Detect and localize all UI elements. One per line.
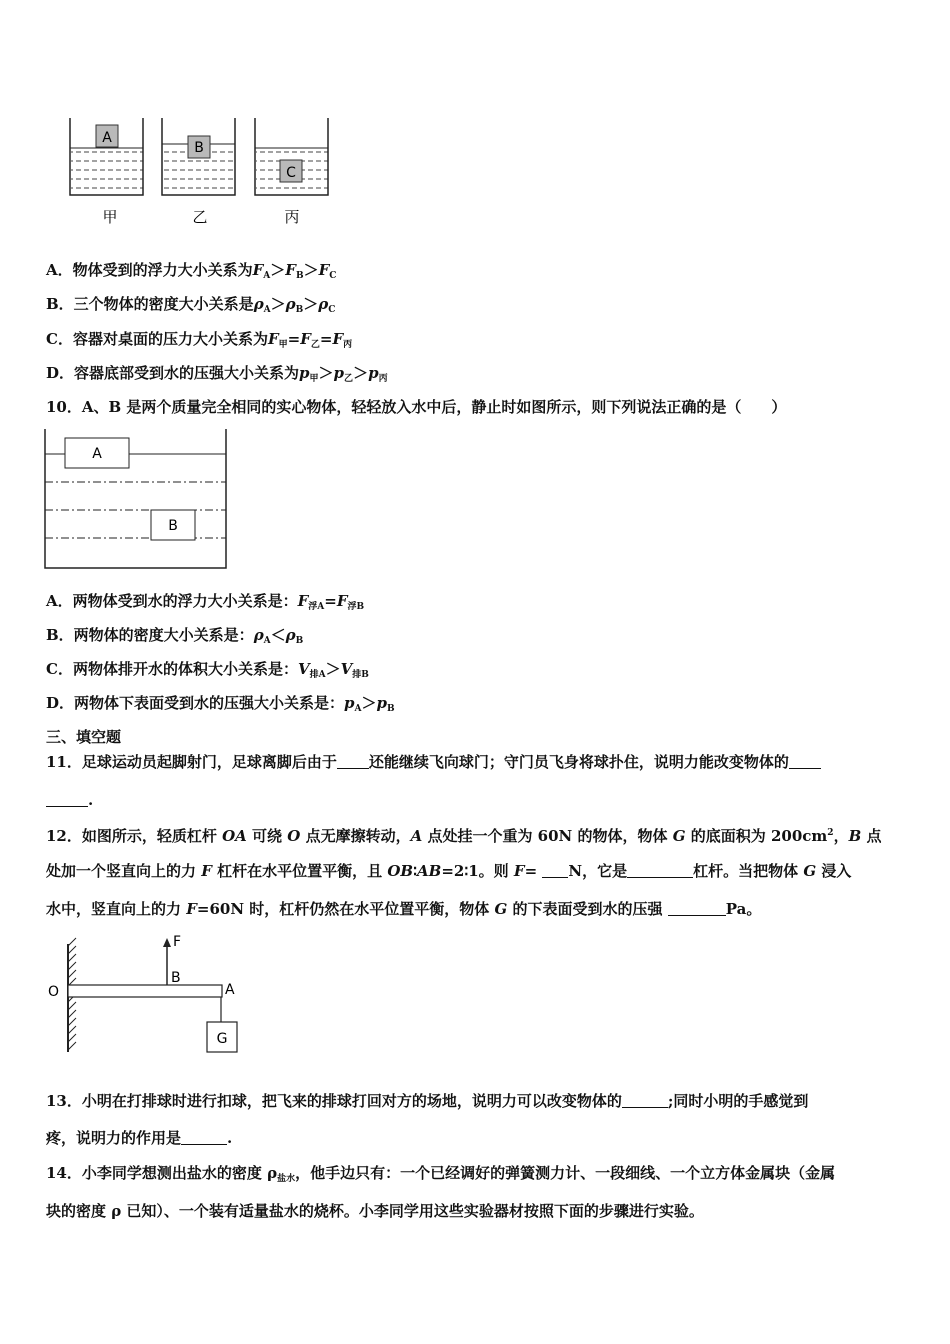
- q10-block-a-label: A: [92, 446, 102, 462]
- answer-blank[interactable]: [46, 792, 88, 807]
- gt-sign: ＞: [353, 364, 369, 382]
- lever-bar: [68, 985, 222, 997]
- block-c-label: C: [286, 165, 296, 181]
- sub-fu-a: 浮A: [308, 602, 325, 612]
- symbol-rho: ρ: [253, 295, 264, 313]
- q12-text: 点: [861, 827, 882, 845]
- q10-block-b-label: B: [168, 518, 178, 534]
- symbol-f: F: [300, 330, 311, 348]
- sub-b: B: [295, 636, 304, 646]
- symbol-p: p: [344, 694, 355, 712]
- symbol-v: V: [297, 660, 310, 678]
- q10-stem: 10．A、B 是两个质量完全相同的实心物体，轻轻放入水中后，静止时如图所示，则下列说法正确的是（ ）: [46, 398, 787, 416]
- symbol-f: F: [513, 862, 525, 880]
- q12-line-1: [46, 822, 882, 847]
- symbol-b: B: [848, 827, 862, 845]
- q12-text: 可绕: [246, 827, 288, 845]
- superscript-2: 2: [827, 828, 834, 838]
- sub-c: C: [329, 271, 337, 281]
- q13-line-1: [46, 1090, 808, 1112]
- label-f: F: [173, 934, 182, 950]
- q14-line-1: [46, 1162, 835, 1190]
- q12-text: 12．如图所示，轻质杠杆: [46, 827, 223, 845]
- q13-text-4: .: [227, 1129, 233, 1147]
- q9-option-a-text: A．物体受到的浮力大小关系为: [46, 261, 253, 279]
- sub-yi: 乙: [344, 374, 354, 384]
- q10-option-d: [46, 692, 395, 720]
- gt-sign: ＞: [303, 295, 319, 313]
- q11-line-1: [46, 751, 821, 773]
- symbol-rho: ρ: [285, 626, 296, 644]
- gt-sign: ＞: [270, 261, 286, 279]
- symbol-o: O: [287, 827, 301, 845]
- q12-text: 点处挂一个重为 60N 的物体，物体: [422, 827, 673, 845]
- figure-lever: [44, 930, 244, 1060]
- section-title: 三、填空题: [46, 728, 122, 746]
- q11-text-3: .: [88, 791, 94, 809]
- sub-b: B: [387, 704, 395, 714]
- symbol-g: G: [803, 862, 817, 880]
- sub-yi: 乙: [310, 340, 320, 350]
- q9-option-d: [46, 362, 388, 390]
- symbol-f: F: [201, 862, 212, 880]
- label-a: A: [225, 982, 235, 998]
- label-b: B: [171, 970, 181, 986]
- q12-text: =2∶1。则: [441, 862, 514, 880]
- sub-pai-b: 排B: [352, 670, 369, 680]
- gt-sign: ＞: [303, 261, 319, 279]
- answer-blank[interactable]: [622, 1093, 668, 1108]
- q12-text: 浸入: [816, 862, 852, 880]
- answer-blank[interactable]: [542, 863, 568, 878]
- q12-text: N，它是: [568, 862, 628, 880]
- symbol-ob: OB: [387, 862, 414, 880]
- q9-option-b-text: B．三个物体的密度大小关系是: [46, 295, 254, 313]
- container-jia: [70, 118, 143, 226]
- q12-text: =60N 时，杠杆仍然在水平位置平衡，物体: [196, 900, 495, 918]
- gt-sign: ＞: [318, 364, 334, 382]
- q12-text: ，: [833, 827, 849, 845]
- q12-text: 的下表面受到水的压强: [507, 900, 668, 918]
- sub-bing: 丙: [378, 374, 388, 384]
- symbol-f: F: [336, 592, 348, 610]
- sub-jia: 甲: [309, 374, 319, 384]
- q9-option-a: [46, 259, 336, 287]
- container-jia-label: 甲: [102, 208, 118, 226]
- sub-a: A: [263, 271, 271, 281]
- sub-b: B: [295, 305, 304, 315]
- sub-c: C: [328, 305, 336, 315]
- q11-text-2: 还能继续飞向球门；守门员飞身将球扑住，说明力能改变物体的: [368, 753, 789, 771]
- label-g: G: [216, 1031, 228, 1047]
- q10-option-c-text: C．两物体排开水的体积大小关系是：: [46, 660, 298, 678]
- container-yi: [162, 118, 235, 226]
- symbol-p: p: [299, 364, 310, 382]
- q12-text: 杠杆。当把物体: [693, 862, 804, 880]
- sub-a: A: [263, 636, 271, 646]
- q13-text-3: 疼，说明力的作用是: [46, 1129, 182, 1147]
- q9-option-b: [46, 293, 335, 321]
- arrow-up-icon: [163, 938, 171, 947]
- label-o: O: [48, 984, 60, 1000]
- q12-text: =: [524, 862, 543, 880]
- sub-b: B: [295, 271, 304, 281]
- sub-yanshui: 盐水: [277, 1174, 296, 1184]
- sub-a: A: [263, 305, 271, 315]
- eq-sign: =: [324, 592, 337, 610]
- sub-jia: 甲: [278, 340, 288, 350]
- q9-option-c-text: C．容器对桌面的压力大小关系为: [46, 330, 268, 348]
- q12-text: ∶: [413, 862, 417, 880]
- q12-text: Pa。: [725, 900, 762, 918]
- figure-q10-container: [44, 428, 230, 573]
- symbol-f: F: [252, 261, 264, 279]
- q12-text: 处加一个竖直向上的力: [46, 862, 202, 880]
- answer-blank[interactable]: [337, 754, 369, 769]
- q10-option-a: [46, 590, 364, 618]
- q12-line-2: [46, 860, 851, 882]
- q13-line-2: [46, 1127, 232, 1149]
- symbol-f: F: [285, 261, 296, 279]
- container-bing: [255, 118, 328, 226]
- symbol-g: G: [672, 827, 686, 845]
- block-b-label: B: [194, 140, 204, 156]
- gt-sign: ＞: [325, 660, 341, 678]
- q14-line-2: 块的密度 ρ 已知）、一个装有适量盐水的烧杯。小李同学用这些实验器材按照下面的步骤进行实验。: [46, 1202, 704, 1220]
- q12-text: 水中，竖直向上的力: [46, 900, 187, 918]
- symbol-rho: ρ: [253, 626, 264, 644]
- symbol-oa: OA: [222, 827, 247, 845]
- symbol-v: V: [340, 660, 353, 678]
- q13-text-1: 13．小明在打排球时进行扣球，把飞来的排球打回对方的场地，说明力可以改变物体的: [46, 1092, 622, 1110]
- symbol-p: p: [368, 364, 379, 382]
- q14-text-2: ，他手边只有：一个已经调好的弹簧测力计、一段细线、一个立方体金属块（金属: [295, 1164, 836, 1182]
- symbol-a: A: [410, 827, 423, 845]
- q10-option-a-text: A．两物体受到水的浮力大小关系是：: [46, 592, 298, 610]
- symbol-f: F: [186, 900, 197, 918]
- q12-text: 点无摩擦转动，: [300, 827, 411, 845]
- q9-option-c: [46, 328, 352, 356]
- container-bing-label: 丙: [284, 208, 300, 226]
- q11-line-2: [46, 789, 93, 811]
- symbol-f: F: [267, 330, 279, 348]
- q14-text-1: 14．小李同学想测出盐水的密度 ρ: [46, 1164, 278, 1182]
- answer-blank[interactable]: [627, 863, 693, 878]
- symbol-g: G: [494, 900, 508, 918]
- container-yi-label: 乙: [192, 208, 208, 226]
- q12-line-3: [46, 898, 761, 920]
- sub-fu-b: 浮B: [347, 602, 365, 612]
- q9-option-d-text: D．容器底部受到水的压强大小关系为: [46, 364, 300, 382]
- q10-option-b-text: B．两物体的密度大小关系是：: [46, 626, 254, 644]
- q12-text: 的底面积为 200cm: [685, 827, 828, 845]
- gt-sign: ＞: [361, 694, 377, 712]
- q10-option-c: [46, 658, 369, 686]
- answer-blank[interactable]: [668, 901, 726, 916]
- eq-sign: =: [319, 330, 333, 348]
- symbol-ab: AB: [417, 862, 442, 880]
- symbol-f: F: [332, 330, 344, 348]
- q11-text-1: 11．足球运动员起脚射门，足球离脚后由于: [46, 753, 337, 771]
- q13-text-2: ;同时小明的手感觉到: [667, 1092, 809, 1110]
- symbol-rho: ρ: [285, 295, 296, 313]
- lt-sign: ＜: [270, 626, 286, 644]
- symbol-p: p: [376, 694, 388, 712]
- symbol-f: F: [318, 261, 330, 279]
- symbol-p: p: [333, 364, 345, 382]
- sub-a: A: [354, 704, 362, 714]
- answer-blank[interactable]: [789, 754, 821, 769]
- eq-sign: =: [287, 330, 301, 348]
- block-a-label: A: [102, 130, 112, 146]
- figure-three-containers: [60, 112, 340, 232]
- gt-sign: ＞: [270, 295, 286, 313]
- symbol-rho: ρ: [318, 295, 329, 313]
- sub-pai-a: 排A: [309, 670, 326, 680]
- symbol-f: F: [297, 592, 309, 610]
- answer-blank[interactable]: [181, 1130, 227, 1145]
- sub-bing: 丙: [343, 340, 353, 350]
- q12-text: 杠杆在水平位置平衡，且: [211, 862, 388, 880]
- q10-option-d-text: D．两物体下表面受到水的压强大小关系是：: [46, 694, 345, 712]
- q10-option-b: [46, 624, 303, 652]
